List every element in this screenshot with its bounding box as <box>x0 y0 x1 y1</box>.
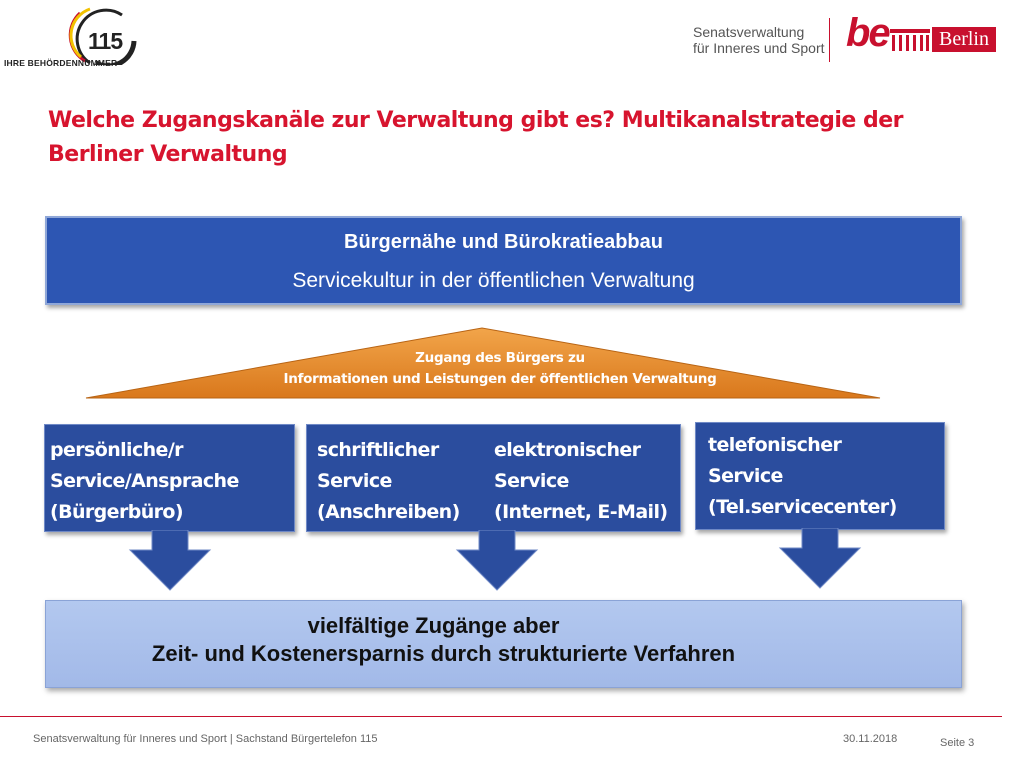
footer-divider <box>0 716 1002 717</box>
access-roof-text <box>180 348 820 390</box>
senat-logo <box>693 24 825 56</box>
result-line1: vielfältige Zugänge aber <box>307 613 560 638</box>
footer-date: 30.11.2018 <box>843 733 898 745</box>
access-roof-line2: Informationen und Leistungen der öffentlichen Verwaltung <box>283 371 717 387</box>
access-roof-line1: Zugang des Bürgers zu <box>415 350 585 366</box>
logo-115-number: 115 <box>88 28 123 54</box>
channel-phone <box>695 422 945 530</box>
channel-personal-line3: (Bürgerbüro) <box>50 501 183 523</box>
logo-115-tagline: IHRE BEHÖRDENNUMMER <box>4 58 118 68</box>
result-line2: Zeit- und Kostenersparnis durch strukturierte Verfahren <box>151 641 736 666</box>
channel-personal-line2: Service/Ansprache <box>50 470 239 492</box>
channel-electronic-line2: Service <box>494 470 569 492</box>
footer-page-number: Seite 3 <box>940 737 975 749</box>
channel-electronic <box>494 435 667 528</box>
goal-banner-subline: Servicekultur in der öffentlichen Verwaltung <box>292 269 695 292</box>
arrow-down-icon <box>778 528 862 590</box>
channel-personal-line1: persönliche/r <box>50 439 183 461</box>
slide-title-line2: Berliner Verwaltung <box>48 142 288 167</box>
channel-written-electronic <box>306 424 681 532</box>
channel-written <box>317 435 460 528</box>
footer-source: Senatsverwaltung für Inneres und Sport | Sachstand Bürgertelefon 115 <box>33 733 378 745</box>
senat-logo-line2: für Inneres und Sport <box>693 40 825 56</box>
berlin-logo-city: Berlin <box>932 27 996 52</box>
channel-personal <box>44 424 295 532</box>
channel-phone-line3: (Tel.servicecenter) <box>708 496 897 518</box>
header-separator <box>829 18 830 62</box>
channel-phone-line1: telefonischer <box>708 434 842 456</box>
slide-title <box>48 104 948 172</box>
logo-115 <box>4 2 154 72</box>
channel-written-line3: (Anschreiben) <box>317 501 460 523</box>
brandenburg-gate-icon <box>888 27 932 53</box>
arrow-down-icon <box>128 530 212 592</box>
goal-banner <box>45 216 962 305</box>
result-box <box>45 600 962 688</box>
arrow-down-icon <box>455 530 539 592</box>
senat-logo-line1: Senatsverwaltung <box>693 24 805 40</box>
channel-electronic-line1: elektronischer <box>494 439 641 461</box>
channel-written-line1: schriftlicher <box>317 439 439 461</box>
berlin-logo <box>846 11 1006 63</box>
berlin-logo-be: be <box>846 11 889 55</box>
goal-banner-headline: Bürgernähe und Bürokratieabbau <box>344 231 663 253</box>
channel-electronic-line3: (Internet, E-Mail) <box>494 501 668 523</box>
channel-phone-line2: Service <box>708 465 783 487</box>
slide-title-line1: Welche Zugangskanäle zur Verwaltung gibt es? Multikanalstrategie der <box>48 108 904 133</box>
channel-written-line2: Service <box>317 470 392 492</box>
